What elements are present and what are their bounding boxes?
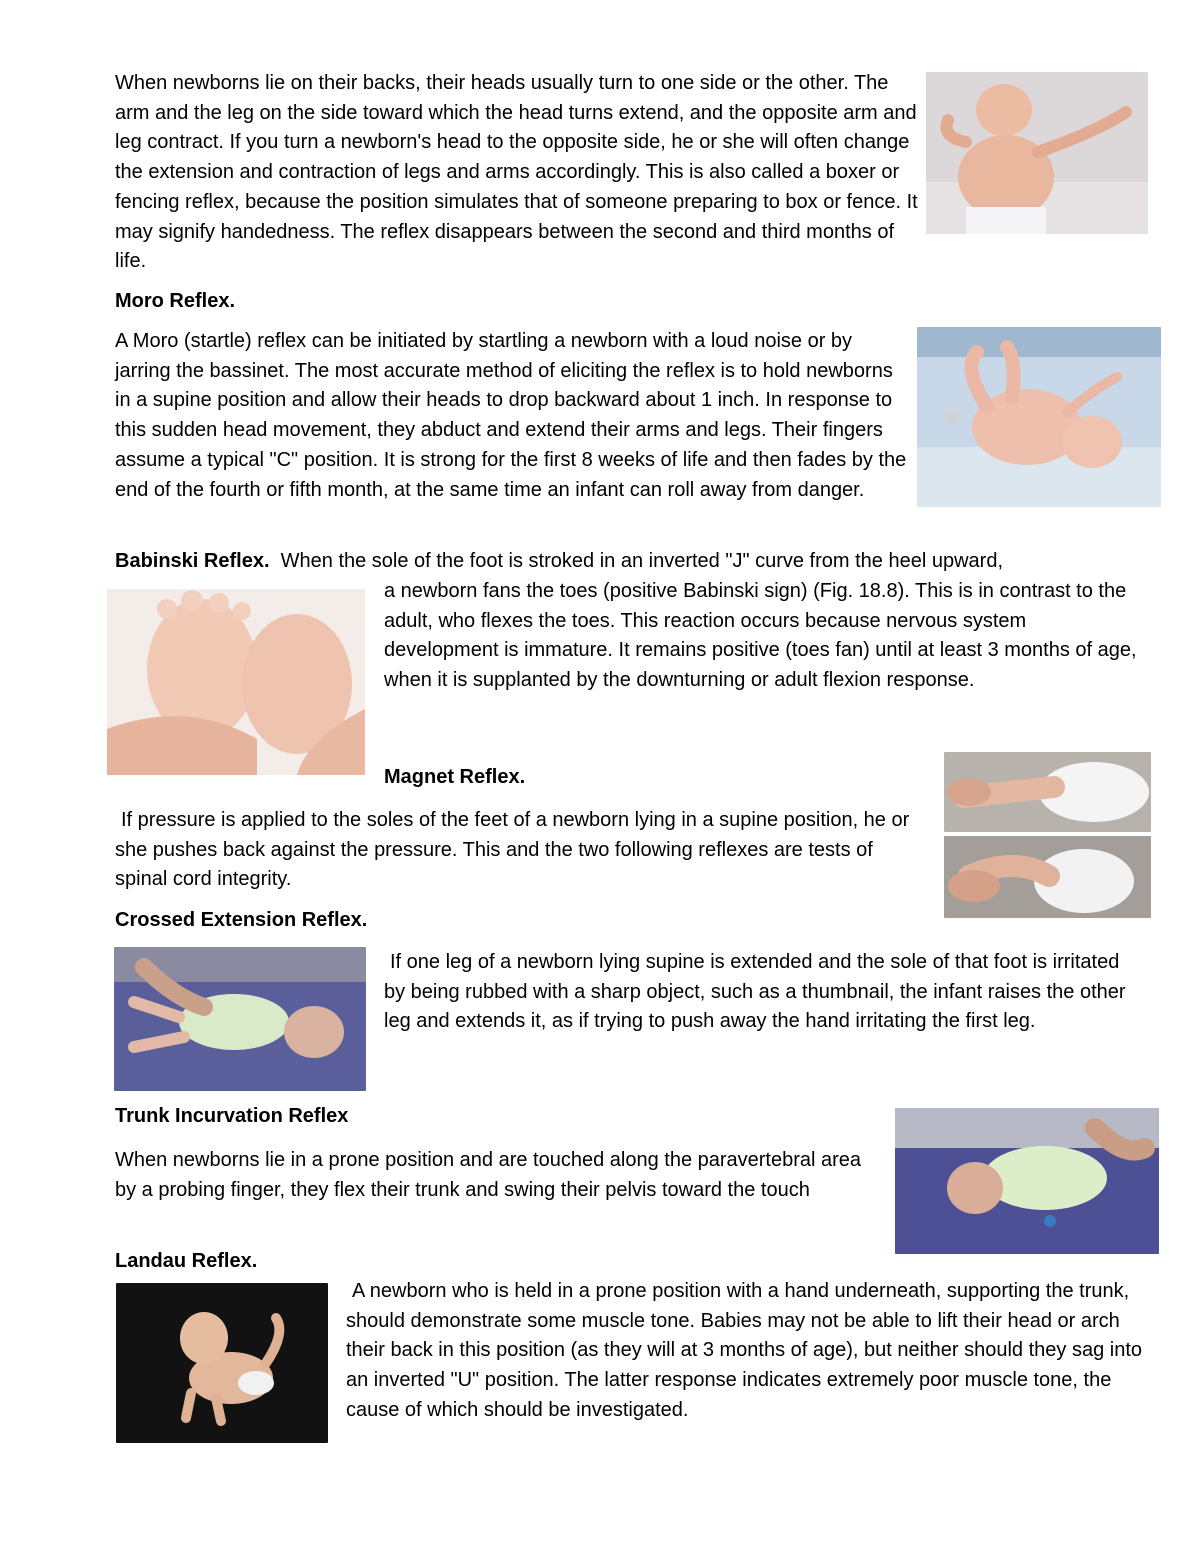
babinski-lead: When the sole of the foot is stroked in an inverted "J" curve from the heel upward, <box>280 550 1003 572</box>
magnet-paragraph: If pressure is applied to the soles of the feet of a newborn lying in a supine position, he or she pushes back against the pressure. This and the two following reflexes are tests of spinal cord integrity. <box>115 809 910 891</box>
crossed-extension-paragraph: If one leg of a newborn lying supine is extended and the sole of that foot is irritated by being rubbed with a sharp object, such as a thumbnail, the infant raises the other leg and extends it, as if trying to push away the hand irritating the first leg. <box>384 951 1126 1033</box>
trunk-incurvation-paragraph: When newborns lie in a prone position and are touched along the paravertebral area by a probing finger, they flex their trunk and swing their pelvis toward the touch <box>115 1149 862 1201</box>
babinski-photo <box>107 589 365 775</box>
magnet-photo-top <box>944 752 1151 832</box>
moro-paragraph: A Moro (startle) reflex can be initiated by startling a newborn with a loud noise or by jarring the bassinet. The most accurate method of eliciting the reflex is to hold newborns in a supine position and allow their heads to drop backward about 1 inch. In response to this sudden head movement, they abduct and extend their arms and legs. Their fingers assume a typical "C" position. It is strong for the first 8 weeks of life and then fades by the end of the fourth or fifth month, at the same time an infant can roll away from danger. <box>115 330 907 501</box>
magnet-heading: Magnet Reflex. <box>384 766 526 788</box>
babinski-heading: Babinski Reflex. <box>115 550 270 572</box>
crossed-extension-photo <box>114 947 366 1091</box>
landau-heading: Landau Reflex. <box>115 1250 258 1272</box>
magnet-photo-bottom <box>944 836 1151 918</box>
tonic-neck-paragraph: When newborns lie on their backs, their heads usually turn to one side or the other. The arm and the leg on the side toward which the head turns extend, and the opposite arm and leg contract. If you turn a newborn's head to the opposite side, he or she will often change the extension and contraction of legs and arms accordingly. This is also called a boxer or fencing reflex, because the position simulates that of someone preparing to box or fence. It may signify handedness. The reflex disappears between the second and third months of life. <box>115 72 918 273</box>
tonic-neck-photo <box>926 72 1148 234</box>
trunk-incurvation-photo <box>895 1108 1159 1254</box>
moro-heading: Moro Reflex. <box>115 290 236 312</box>
crossed-extension-heading: Crossed Extension Reflex. <box>115 909 368 931</box>
landau-paragraph: A newborn who is held in a prone position with a hand underneath, supporting the trunk, should demonstrate some muscle tone. Babies may not be able to lift their head or arch their back in this position (as they will at 3 months of age), but neither should they sag into an inverted "U" position. The latter response indicates extremely poor muscle tone, the cause of which should be investigated. <box>346 1280 1142 1421</box>
landau-photo <box>116 1283 328 1443</box>
trunk-incurvation-heading: Trunk Incurvation Reflex <box>115 1105 349 1127</box>
babinski-paragraph: a newborn fans the toes (positive Babinski sign) (Fig. 18.8). This is in contrast to the adult, who flexes the toes. This reaction occurs because nervous system development is immature. It remains positive (toes fan) until at least 3 months of age, when it is supplanted by the downturning or adult flexion response. <box>384 580 1137 692</box>
moro-photo <box>917 327 1161 507</box>
